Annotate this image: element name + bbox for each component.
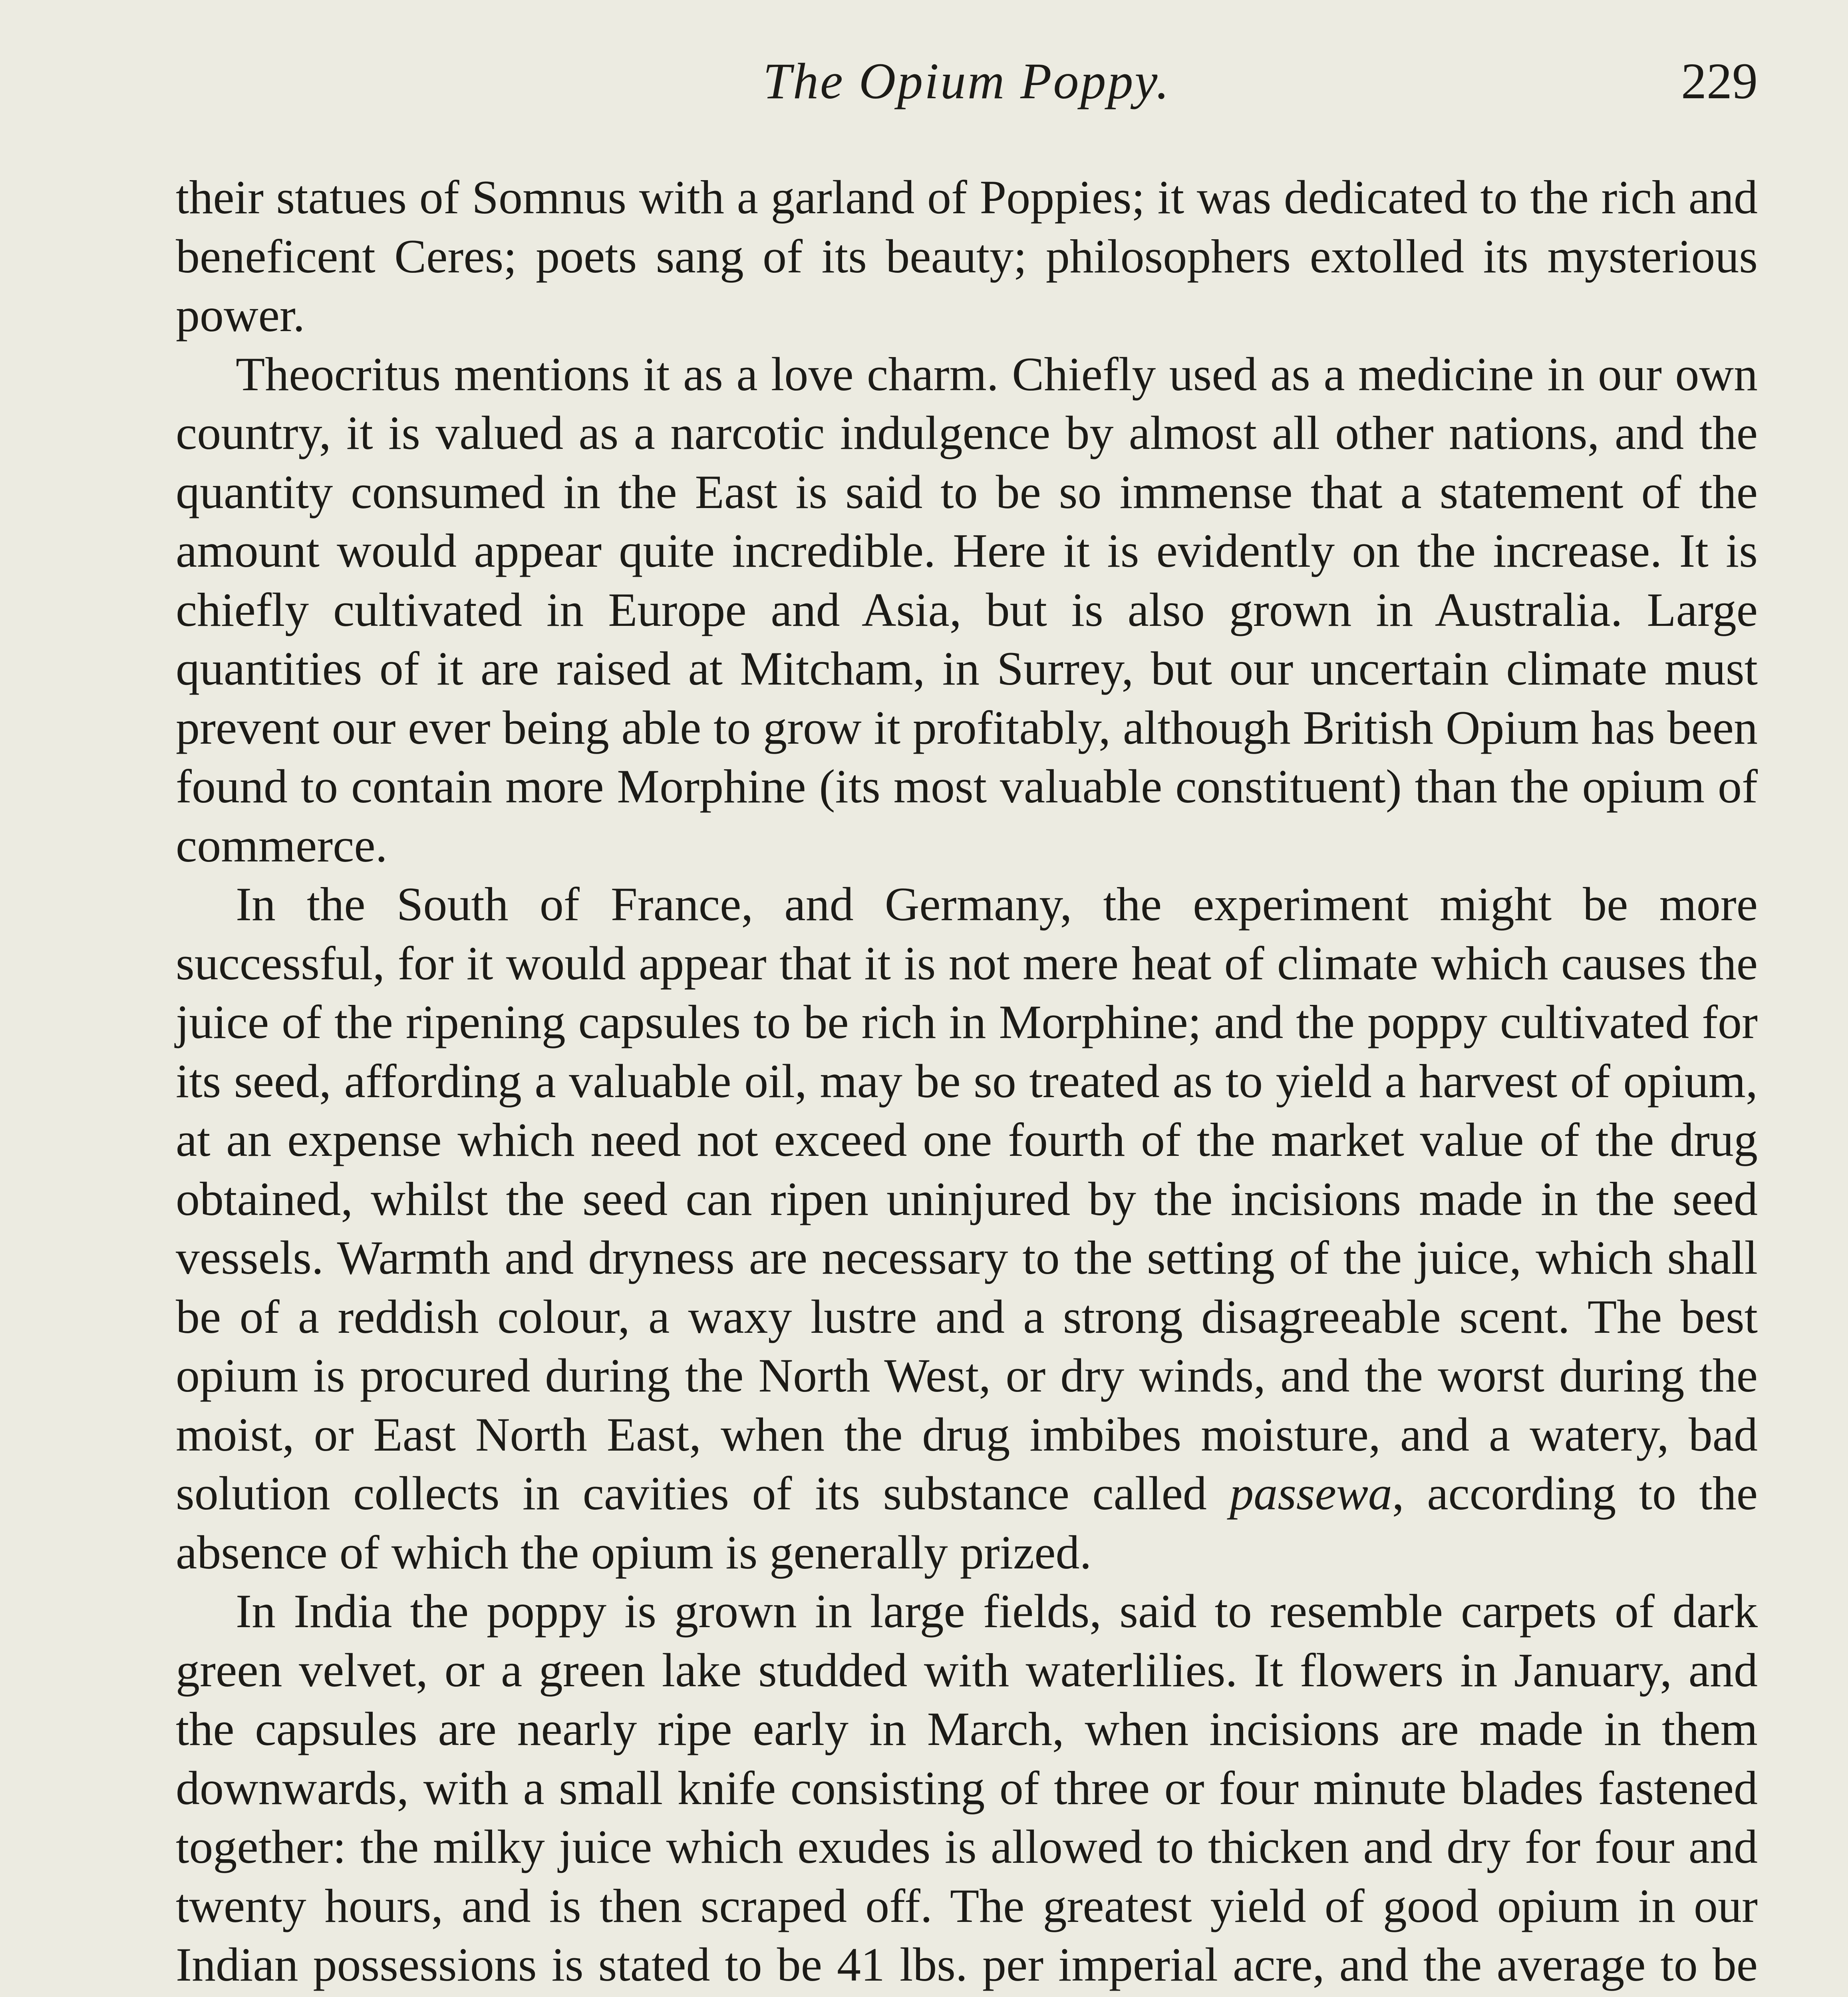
paragraph-theocritus: Theocritus mentions it as a love charm. Chiefly used as a medicine in our own country, it is valued as a narcotic indulgence by almost all other nations, and the quantity consumed in the East is said to be so immense that a statement of the amount would appear quite incredible. Here it is evidently on the increase. It is chiefly cultivated in Europe and Asia, but is also grown in Australia. Large quantities of it are raised at Mitcham, in Surrey, but our uncertain climate must prevent our ever being able to grow it profitably, although British Opium has been found to contain more Morphine (its most valuable constituent) than the opium of commerce. [176, 347, 1758, 872]
running-head [176, 52, 1758, 120]
paragraph-south-of-france-tail: , according to the absence of which the opium is generally prized. [176, 1467, 1758, 1579]
italic-term-passewa: passewa [1230, 1467, 1392, 1520]
body-text [176, 168, 1758, 1997]
paragraph-south-of-france-text: In the South of France, and Germany, the experiment might be more successful, for it would appear that it is not mere heat of climate which causes the juice of the ripening capsules to be rich in Morphine; and the poppy cultivated for its seed, affording a valuable oil, may be so treated as to yield a harvest of opium, at an expense which need not exceed one fourth of the market value of the drug obtained, whilst the seed can ripen uninjured by the incisions made in the seed vessels. Warmth and dryness are necessary to the setting of the juice, which shall be of a reddish colour, a waxy lustre and a strong disagreeable scent. The best opium is procured during the North West, or dry winds, and the worst during the moist, or East North East, when the drug imbibes moisture, and a watery, bad solution collects in cavities of its substance called [176, 877, 1758, 1520]
paragraph-south-of-france [176, 875, 1758, 1582]
page-number: 229 [1681, 53, 1758, 109]
running-title: The Opium Poppy. [763, 53, 1171, 109]
paragraph-continuation: their statues of Somnus with a garland of Poppies; it was dedicated to the rich and beneficent Ceres; poets sang of its beauty; philosophers extolled its mysterious power. [176, 171, 1758, 341]
paragraph-india: In India the poppy is grown in large fields, said to resemble carpets of dark green velvet, or a green lake studded with waterlilies. It flowers in January, and the capsules are nearly ripe early in March, when incisions are made in them downwards, with a small knife consisting of three or four minute blades fastened together: the milky juice which exudes is allowed to thicken and dry for four and twenty hours, and is then scraped off. The greatest yield of good opium in our Indian possessions is stated to be 41 lbs. per imperial acre, and the average to be [176, 1584, 1758, 1991]
